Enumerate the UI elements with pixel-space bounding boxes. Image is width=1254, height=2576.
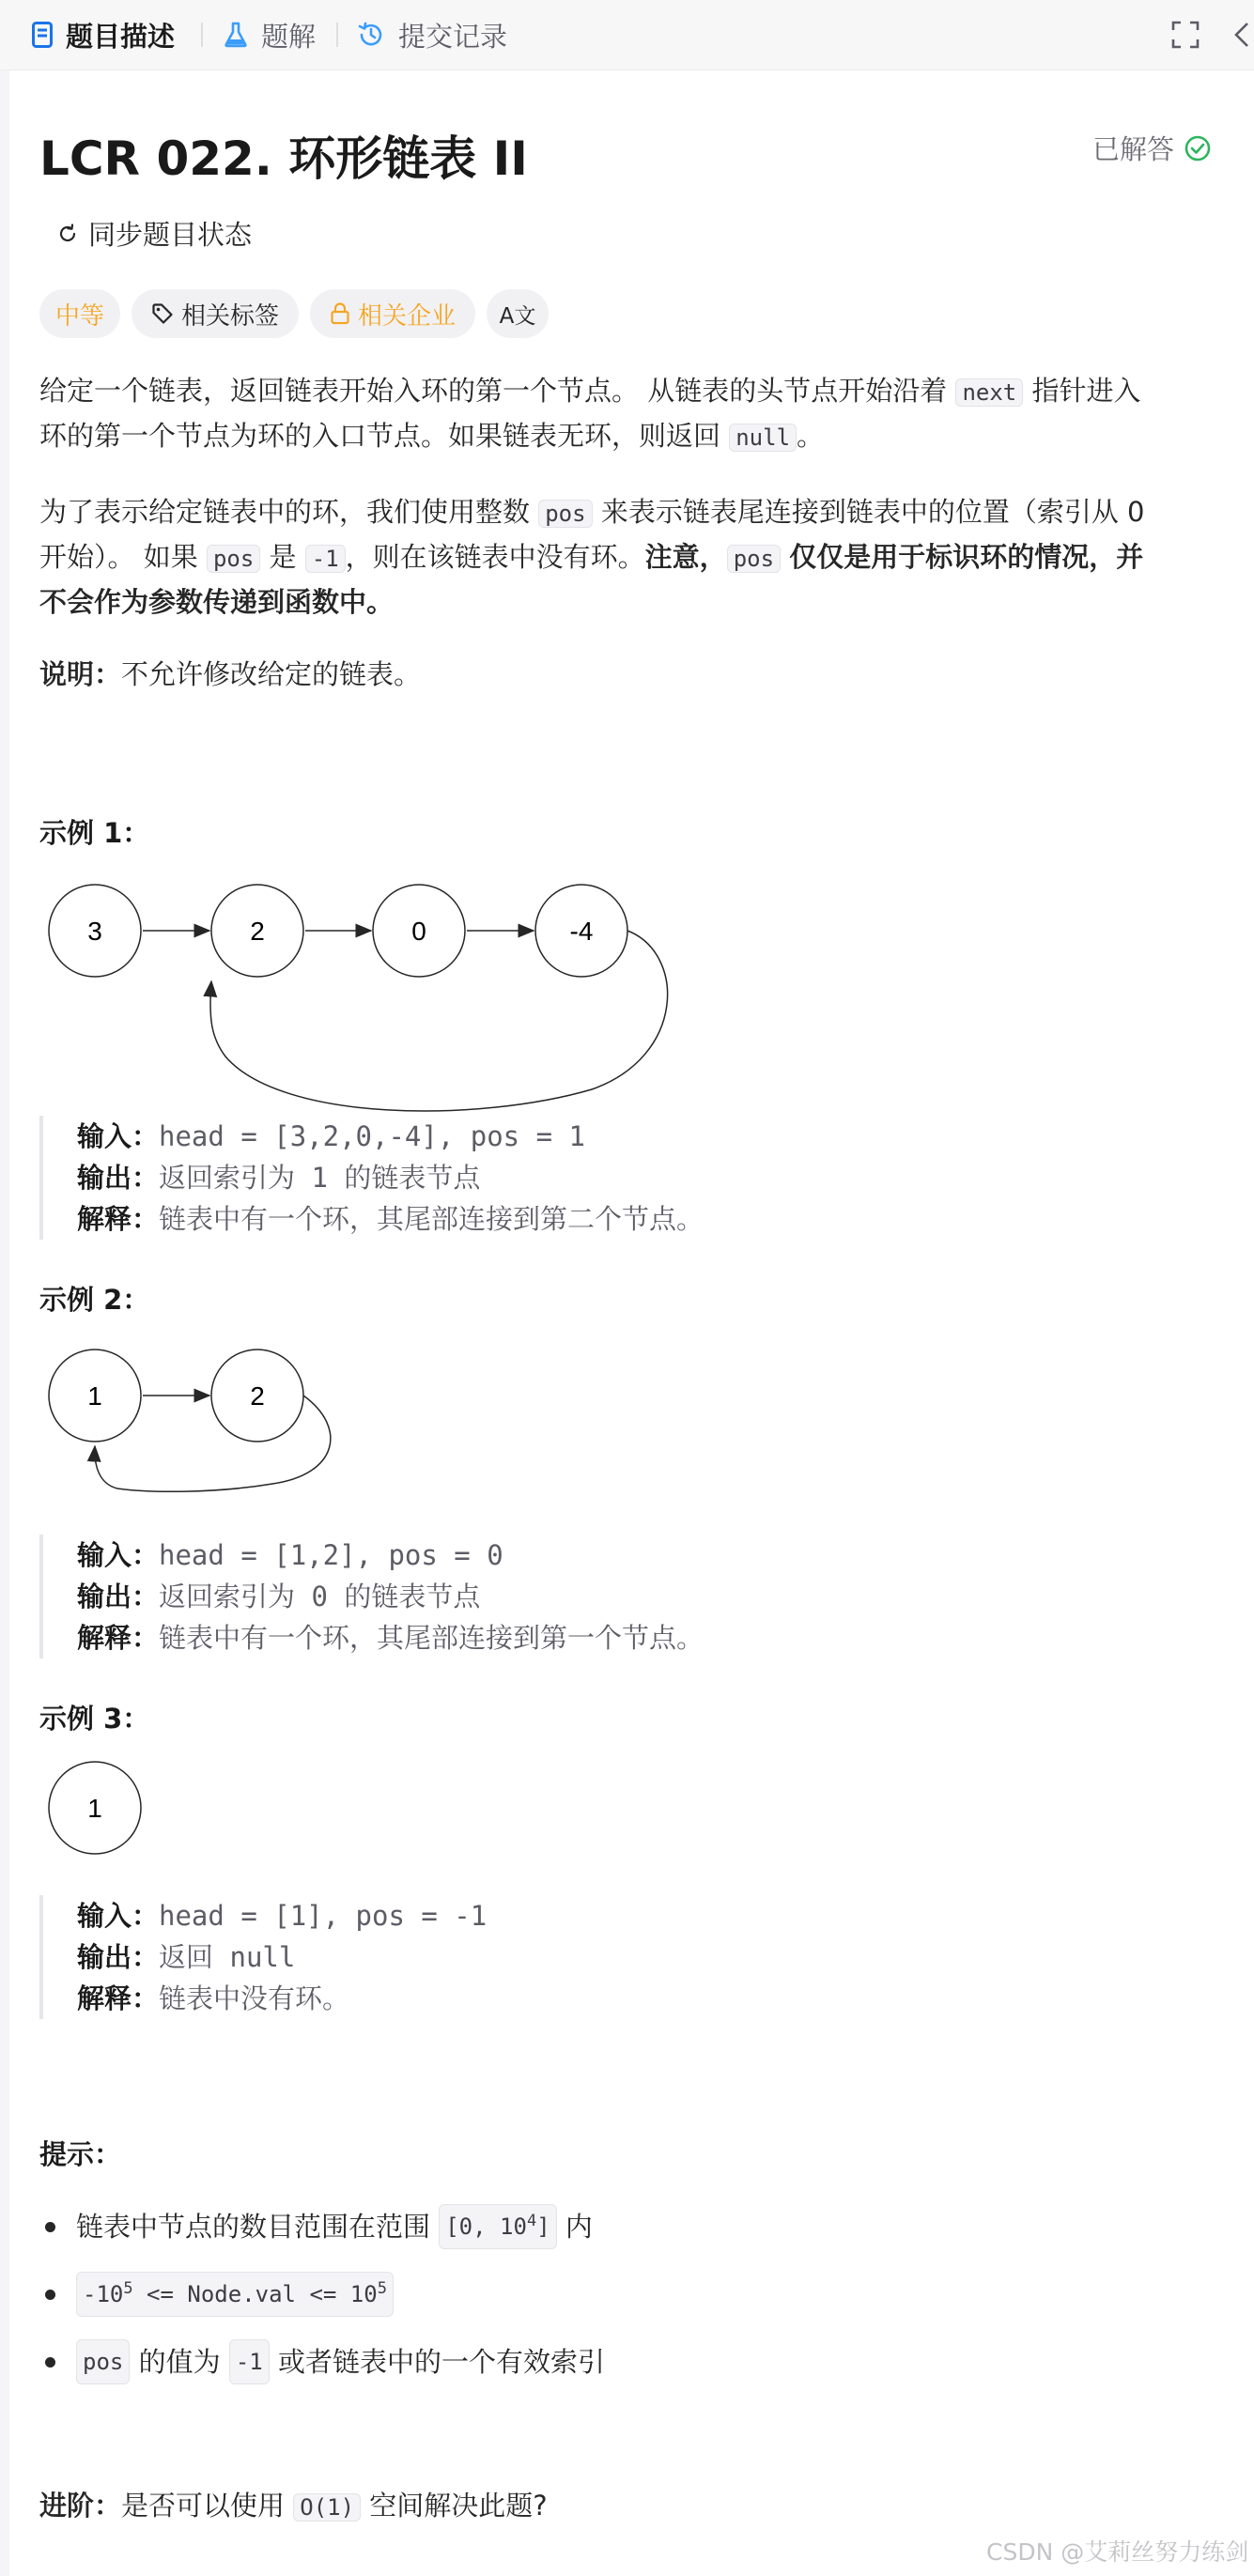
tab-submissions-label: 提交记录 bbox=[398, 20, 508, 53]
input-label: 输入： bbox=[77, 1539, 160, 1571]
text-segment: 给定一个链表，返回链表开始入环的第一个节点。 从链表的头节点开始沿着 bbox=[39, 375, 948, 407]
node-value: 2 bbox=[250, 1381, 265, 1411]
node-value: -4 bbox=[569, 917, 594, 946]
tab-description[interactable] bbox=[32, 0, 175, 69]
lock-icon bbox=[330, 302, 350, 325]
inline-code bbox=[76, 2272, 394, 2317]
input-label: 输入： bbox=[77, 1900, 160, 1932]
superscript: 4 bbox=[526, 2212, 537, 2230]
hints-heading: 提示： bbox=[39, 2138, 122, 2170]
document-icon bbox=[32, 22, 53, 48]
example-2-block bbox=[39, 1535, 704, 1658]
emphasis-text: 注意， bbox=[644, 541, 727, 573]
example-2-heading: 示例 2： bbox=[39, 1284, 150, 1316]
translate-button[interactable] bbox=[487, 289, 549, 338]
list-node bbox=[49, 1762, 141, 1854]
tab-solution-label: 题解 bbox=[261, 20, 317, 53]
list-node bbox=[49, 1350, 141, 1442]
hint-text: 内 bbox=[565, 2211, 593, 2243]
text-segment: ，则在该链表中没有环。 bbox=[345, 541, 645, 573]
note-text: 不允许修改给定的链表。 bbox=[121, 658, 422, 690]
note-label: 说明： bbox=[39, 658, 122, 690]
output-text: 返回 bbox=[159, 1941, 214, 1973]
hint-item bbox=[39, 2339, 605, 2384]
node-value: 1 bbox=[87, 1381, 102, 1411]
output-code: null bbox=[213, 1941, 296, 1973]
explain-text: 链表中没有环。 bbox=[159, 1982, 350, 2014]
code-text: -10 bbox=[83, 2281, 124, 2307]
text-segment: 。 bbox=[797, 420, 825, 452]
text-segment: 来表示链表尾连接到链表中的位置（索引从 0 bbox=[600, 496, 1145, 528]
output-label: 输出： bbox=[77, 1581, 160, 1612]
explain-label: 解释： bbox=[77, 1982, 160, 2014]
inline-code: pos bbox=[727, 545, 781, 573]
list-node bbox=[535, 885, 627, 977]
inline-code bbox=[439, 2204, 556, 2249]
flask-icon bbox=[224, 22, 248, 48]
difficulty-label: 中等 bbox=[54, 301, 104, 331]
difficulty-badge[interactable] bbox=[39, 289, 120, 338]
text-segment: 开始）。 如果 bbox=[39, 541, 198, 573]
output-label: 输出： bbox=[77, 1162, 160, 1194]
explain-text: 链表中有一个环，其尾部连接到第二个节点。 bbox=[159, 1203, 704, 1235]
example-input-line bbox=[77, 1116, 704, 1157]
hint-item bbox=[39, 2272, 394, 2317]
hint-text: 或者链表中的一个有效索引 bbox=[277, 2346, 605, 2378]
top-tab-bar bbox=[0, 0, 1254, 70]
inline-code: O(1) bbox=[293, 2493, 361, 2522]
advanced-text: 是否可以使用 bbox=[121, 2490, 286, 2522]
output-code: 0 bbox=[295, 1581, 345, 1612]
hint-text: 链表中节点的数目范围在范围 bbox=[76, 2211, 431, 2243]
inline-code: -1 bbox=[305, 545, 346, 573]
output-text: 返回索引为 bbox=[159, 1581, 296, 1612]
list-node bbox=[49, 885, 141, 977]
related-tags-label: 相关标签 bbox=[180, 301, 279, 331]
example-1-heading: 示例 1： bbox=[39, 817, 150, 849]
inline-code: -1 bbox=[229, 2339, 270, 2384]
page-title: LCR 022. 环形链表 II bbox=[39, 131, 528, 186]
text-segment: 为了表示给定链表中的环，我们使用整数 bbox=[39, 496, 531, 528]
code-text: ] bbox=[536, 2214, 550, 2240]
node-value: 0 bbox=[411, 917, 426, 946]
tab-divider bbox=[201, 23, 203, 47]
example-1-block bbox=[39, 1116, 704, 1240]
list-node bbox=[211, 1350, 303, 1442]
code-text: <= Node.val <= 10 bbox=[132, 2281, 378, 2307]
example-explain-line bbox=[77, 1198, 704, 1240]
example-2-diagram bbox=[38, 1334, 357, 1559]
superscript: 5 bbox=[123, 2279, 133, 2298]
input-label: 输入： bbox=[77, 1120, 160, 1152]
watermark: CSDN @艾莉丝努力练剑 bbox=[986, 2538, 1249, 2566]
advanced-label: 进阶： bbox=[39, 2490, 122, 2522]
status-label: 已解答 bbox=[1092, 133, 1175, 165]
related-tags-button[interactable] bbox=[132, 289, 299, 338]
output-text: 的链表节点 bbox=[344, 1581, 481, 1612]
example-output-line bbox=[77, 1576, 704, 1617]
example-explain-line bbox=[77, 1617, 704, 1658]
tab-solution[interactable] bbox=[224, 0, 316, 69]
text-segment: 环的第一个节点为环的入口节点。如果链表无环，则返回 bbox=[39, 420, 721, 452]
explain-text: 链表中有一个环，其尾部连接到第一个节点。 bbox=[159, 1622, 704, 1654]
list-node bbox=[211, 885, 303, 977]
history-icon bbox=[357, 21, 385, 49]
node-value: 1 bbox=[87, 1794, 102, 1823]
inline-code: pos bbox=[538, 500, 592, 528]
emphasis-text: 不会作为参数传递到函数中。 bbox=[39, 586, 395, 618]
fullscreen-icon[interactable] bbox=[1171, 21, 1200, 53]
sync-status-label: 同步题目状态 bbox=[88, 219, 253, 251]
example-input-line bbox=[77, 1535, 704, 1576]
translate-icon: A文 bbox=[499, 303, 536, 329]
status-badge bbox=[1092, 129, 1212, 167]
problem-description-panel bbox=[9, 70, 1254, 2576]
explain-label: 解释： bbox=[77, 1203, 160, 1235]
collapse-chevron-icon[interactable] bbox=[1232, 21, 1251, 53]
text-segment: 指针进入 bbox=[1031, 375, 1141, 407]
example-input-line bbox=[77, 1895, 487, 1936]
advanced-note bbox=[39, 2484, 1237, 2529]
explain-label: 解释： bbox=[77, 1622, 160, 1654]
related-companies-label: 相关企业 bbox=[357, 301, 456, 331]
tab-submissions[interactable] bbox=[357, 0, 507, 69]
inline-code: pos bbox=[76, 2339, 130, 2384]
text-segment: 是 bbox=[269, 541, 297, 573]
example-3-block bbox=[39, 1895, 487, 2019]
description-paragraph-2 bbox=[39, 490, 1237, 624]
example-3-heading: 示例 3： bbox=[39, 1703, 150, 1735]
tab-divider bbox=[336, 23, 338, 47]
bullet-dot bbox=[45, 2290, 55, 2300]
output-code: 1 bbox=[295, 1162, 345, 1194]
check-circle-icon bbox=[1184, 134, 1212, 162]
related-companies-button[interactable] bbox=[310, 289, 475, 338]
description-note bbox=[39, 653, 1237, 696]
node-value: 3 bbox=[87, 917, 102, 946]
output-text: 的链表节点 bbox=[344, 1162, 481, 1194]
output-text: 返回索引为 bbox=[159, 1162, 296, 1194]
example-output-line bbox=[77, 1936, 487, 1978]
bullet-dot bbox=[45, 2222, 55, 2232]
input-value: head = [1,2], pos = 0 bbox=[159, 1539, 503, 1571]
example-3-diagram bbox=[38, 1751, 150, 1864]
example-explain-line bbox=[77, 1978, 487, 2019]
tab-description-label: 题目描述 bbox=[66, 20, 176, 53]
description-paragraph-1 bbox=[39, 369, 1237, 459]
input-value: head = [1], pos = -1 bbox=[159, 1900, 488, 1932]
hint-text: 的值为 bbox=[138, 2346, 221, 2378]
inline-code: pos bbox=[207, 545, 260, 573]
hint-item bbox=[39, 2204, 593, 2249]
inline-code: next bbox=[955, 378, 1023, 407]
sync-status-button[interactable] bbox=[56, 214, 252, 253]
bullet-dot bbox=[45, 2357, 55, 2368]
tag-icon bbox=[151, 302, 174, 325]
list-node bbox=[373, 885, 465, 977]
node-value: 2 bbox=[250, 917, 265, 946]
example-output-line bbox=[77, 1157, 704, 1198]
emphasis-text: 仅仅是用于标识环的情况，并 bbox=[789, 541, 1144, 573]
refresh-icon bbox=[56, 223, 79, 245]
superscript: 5 bbox=[377, 2279, 387, 2298]
output-label: 输出： bbox=[77, 1941, 160, 1973]
input-value: head = [3,2,0,-4], pos = 1 bbox=[159, 1120, 585, 1152]
inline-code: null bbox=[729, 424, 797, 452]
code-text: [0, 10 bbox=[445, 2214, 527, 2240]
advanced-text: 空间解决此题? bbox=[369, 2490, 548, 2522]
